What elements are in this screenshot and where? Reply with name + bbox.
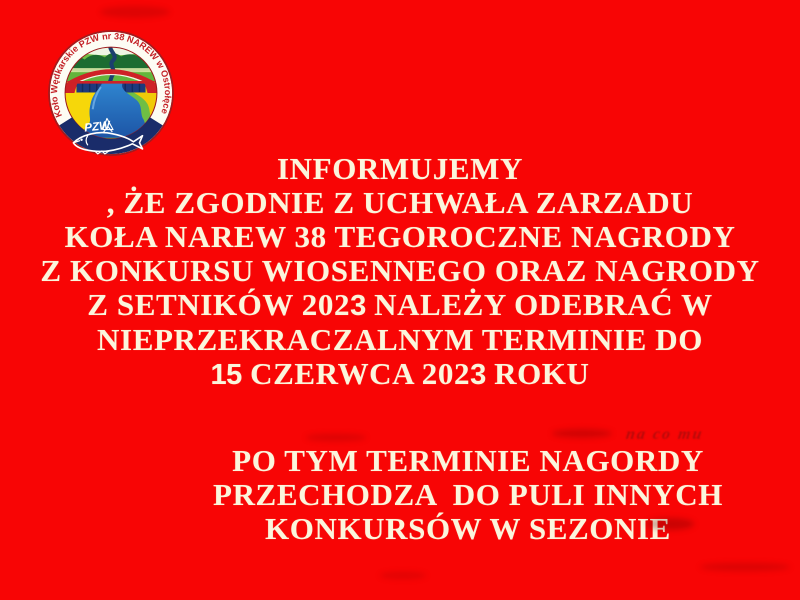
erase-smudge xyxy=(100,6,170,18)
text-segment: NALEŻY ODEBRAĆ W xyxy=(365,287,713,322)
text-line xyxy=(136,478,800,512)
logo-ring-text: Koło Wędkarskie PZW nr 38 NAREW w Ostrołęce xyxy=(48,31,173,119)
highlight-digit: 15 xyxy=(210,359,242,391)
text-segment: CZERWCA 202 xyxy=(241,356,471,391)
text-line xyxy=(0,186,800,220)
highlight-digit: 3 xyxy=(470,359,486,391)
ghost-text-artifact: na co mu xyxy=(624,426,705,443)
text-line xyxy=(0,323,800,357)
text-line xyxy=(136,512,800,546)
text-line xyxy=(0,152,800,186)
announcement-footer-text xyxy=(136,444,800,546)
club-logo xyxy=(48,29,174,157)
erase-smudge xyxy=(306,434,366,441)
text-line xyxy=(0,254,800,288)
text-segment: Z SETNIKÓW 202 xyxy=(87,287,351,322)
announcement-main-text xyxy=(0,152,800,392)
erase-smudge xyxy=(700,563,790,571)
club-logo-graphic xyxy=(48,29,174,157)
text-line xyxy=(0,288,800,323)
text-segment: , ŻE ZGODNIE Z UCHWAŁA ZARZADU xyxy=(106,185,694,220)
text-line xyxy=(0,220,800,254)
text-segment: INFORMUJEMY xyxy=(277,151,523,186)
text-segment: ROKU xyxy=(485,356,590,391)
text-segment: Z KONKURSU WIOSENNEGO ORAZ NAGRODY xyxy=(40,253,760,288)
highlight-digit: 3 xyxy=(350,290,366,322)
text-segment: KONKURSÓW W SEZONIE xyxy=(265,511,671,546)
text-line xyxy=(136,444,800,478)
text-line xyxy=(0,357,800,392)
erase-smudge xyxy=(552,429,612,438)
text-segment: KOŁA NAREW 38 TEGOROCZNE NAGRODY xyxy=(64,219,736,254)
text-segment: NIEPRZEKRACZALNYM TERMINIE DO xyxy=(97,322,703,357)
erase-smudge xyxy=(380,572,426,579)
logo-pzw-label: PZW xyxy=(83,118,111,135)
text-segment: PO TYM TERMINIE NAGORDY xyxy=(232,443,704,478)
text-segment: PRZECHODZA DO PULI INNYCH xyxy=(213,477,723,512)
